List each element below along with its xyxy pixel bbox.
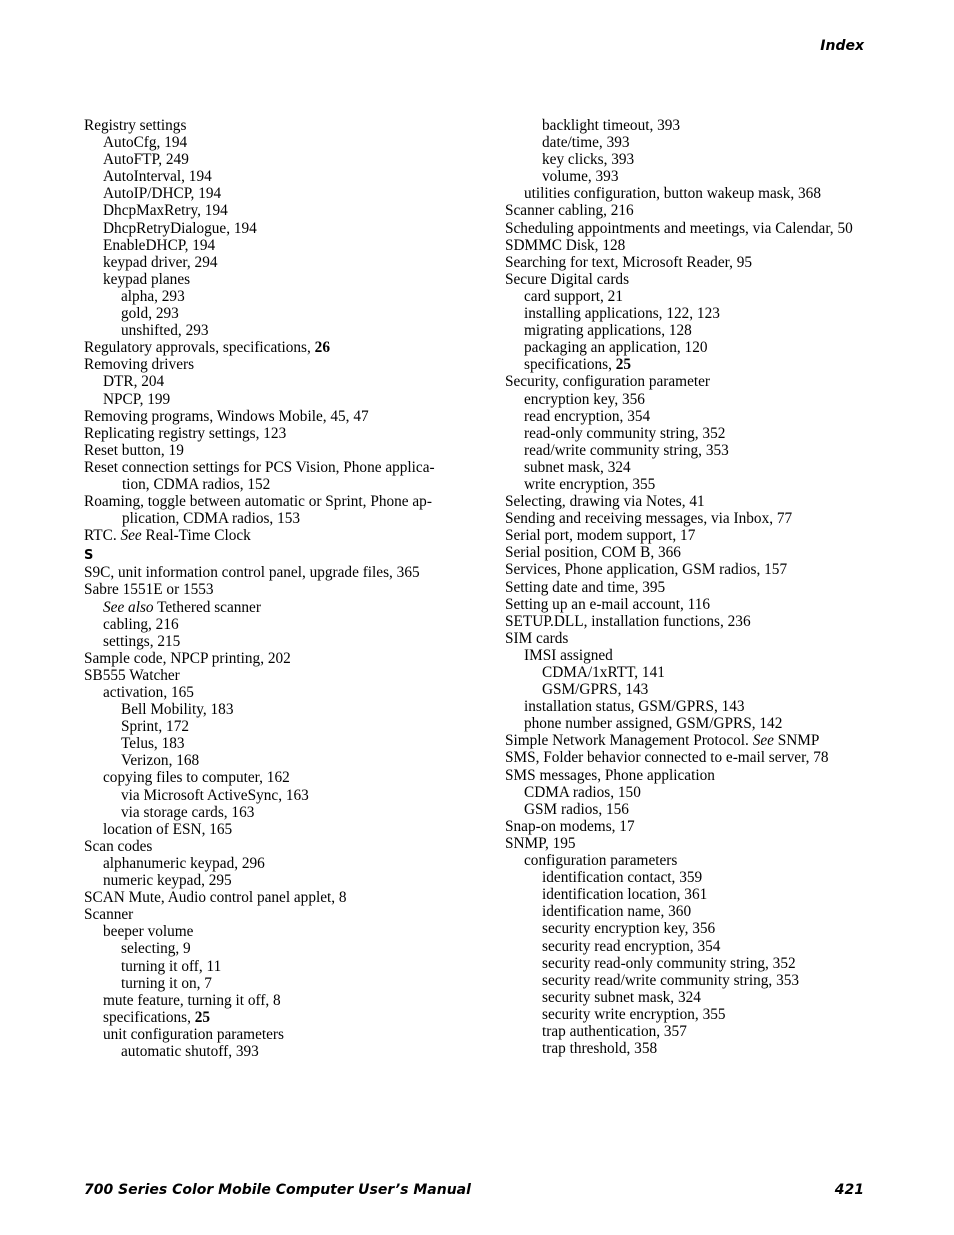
index-entry: Sabre 1551E or 1553 <box>84 581 214 599</box>
index-entry: Regulatory approvals, specifications, 26 <box>84 339 330 357</box>
index-entry: identification location, 361 <box>542 886 708 904</box>
index-entry: settings, 215 <box>103 632 181 650</box>
index-entry: keypad planes <box>103 270 191 288</box>
index-entry: GSM radios, 156 <box>524 800 629 818</box>
index-entry: specifications, 25 <box>103 1008 211 1026</box>
index-entry: Scanner <box>84 906 134 924</box>
index-entry: automatic shutoff, 393 <box>121 1042 259 1060</box>
index-entry: date/time, 393 <box>542 134 630 152</box>
index-entry: activation, 165 <box>103 684 194 701</box>
index-entry: installation status, GSM/GPRS, 143 <box>524 698 745 716</box>
index-entry: Sprint, 172 <box>121 718 189 736</box>
index-entry: Services, Phone application, GSM radios, 157 <box>505 561 788 579</box>
index-entry: security subnet mask, 324 <box>542 988 701 1006</box>
index-entry: AutoCfg, 194 <box>103 134 188 152</box>
index-entry: selecting, 9 <box>121 940 191 958</box>
index-entry: beeper volume <box>103 923 194 941</box>
index-entry: Serial position, COM B, 366 <box>505 544 681 562</box>
index-entry: SCAN Mute, Audio control panel applet, 8 <box>84 889 347 907</box>
index-entry: Bell Mobility, 183 <box>121 701 234 719</box>
index-entry: DhcpMaxRetry, 194 <box>103 202 228 220</box>
index-entry: Simple Network Management Protocol. See SNMP <box>505 732 820 750</box>
see-reference: See <box>120 527 142 545</box>
index-entry: Serial port, modem support, 17 <box>505 527 696 545</box>
index-entry: SDMMC Disk, 128 <box>505 236 626 254</box>
index-entry: Roaming, toggle between automatic or Sprint, Phone ap-plication, CDMA radios, 153 <box>84 493 432 528</box>
index-entry: Setting date and time, 395 <box>505 578 666 596</box>
index-entry: RTC. See Real-Time Clock <box>84 527 251 545</box>
index-entry: SETUP.DLL, installation functions, 236 <box>505 612 751 630</box>
index-entry: Replicating registry settings, 123 <box>84 424 287 442</box>
index-entry: identification contact, 359 <box>542 869 703 887</box>
index-entry: gold, 293 <box>121 305 179 323</box>
index-entry: cabling, 216 <box>103 615 179 633</box>
index-column-right <box>505 117 865 1057</box>
index-entry: DhcpRetryDialogue, 194 <box>103 219 257 237</box>
index-entry: phone number assigned, GSM/GPRS, 142 <box>524 715 783 733</box>
running-header-section: Index <box>820 38 864 54</box>
index-entry: SMS messages, Phone application <box>505 766 715 784</box>
index-entry: location of ESN, 165 <box>103 820 233 838</box>
index-entry: encryption key, 356 <box>524 390 645 408</box>
index-entry: CDMA/1xRTT, 141 <box>542 664 665 681</box>
index-letter-heading: S <box>84 548 94 564</box>
index-entry: SNMP, 195 <box>505 834 576 852</box>
index-entry: write encryption, 355 <box>524 475 656 493</box>
index-entry: DTR, 204 <box>103 373 165 391</box>
index-entry: via Microsoft ActiveSync, 163 <box>121 786 309 804</box>
index-entry: Reset button, 19 <box>84 441 184 459</box>
index-entry: unit configuration parameters <box>103 1025 284 1043</box>
see-reference: See <box>752 732 774 750</box>
index-entry: key clicks, 393 <box>542 151 635 169</box>
index-entry: identification name, 360 <box>542 903 692 921</box>
index-entry: trap authentication, 357 <box>542 1022 687 1040</box>
index-entry: installing applications, 122, 123 <box>524 305 720 323</box>
index-entry: packaging an application, 120 <box>524 339 708 357</box>
index-entry: Setting up an e-mail account, 116 <box>505 595 711 613</box>
index-entry: read/write community string, 353 <box>524 441 729 459</box>
index-entry: subnet mask, 324 <box>524 458 631 476</box>
index-entry: via storage cards, 163 <box>121 803 255 821</box>
index-entry: migrating applications, 128 <box>524 322 692 340</box>
index-entry: SIM cards <box>505 629 569 647</box>
index-entry: security read/write community string, 353 <box>542 971 800 989</box>
index-entry: read-only community string, 352 <box>524 424 726 442</box>
index-entry: AutoIP/DHCP, 194 <box>103 185 222 203</box>
index-entry: copying files to computer, 162 <box>103 769 290 787</box>
index-entry: keypad driver, 294 <box>103 253 218 271</box>
index-entry: mute feature, turning it off, 8 <box>103 991 281 1009</box>
index-entry: security read encryption, 354 <box>542 937 721 955</box>
index-entry: S9C, unit information control panel, upgrade files, 365 <box>84 564 420 582</box>
see-reference: See also <box>103 598 154 616</box>
index-entry: numeric keypad, 295 <box>103 872 232 890</box>
primary-page-ref: 25 <box>194 1008 211 1026</box>
index-entry: AutoInterval, 194 <box>103 168 212 186</box>
index-entry: Selecting, drawing via Notes, 41 <box>505 493 705 511</box>
index-entry: configuration parameters <box>524 852 678 870</box>
index-entry: GSM/GPRS, 143 <box>542 681 649 699</box>
index-entry: Sample code, NPCP printing, 202 <box>84 649 291 667</box>
index-entry: IMSI assigned <box>524 646 613 664</box>
index-entry: Secure Digital cards <box>505 270 630 288</box>
index-entry: Scanner cabling, 216 <box>505 202 634 220</box>
index-entry: Scan codes <box>84 837 153 855</box>
primary-page-ref: 25 <box>615 356 632 374</box>
index-entry: turning it off, 11 <box>121 957 222 975</box>
index-entry: See also Tethered scanner <box>103 598 261 616</box>
footer-manual-title: 700 Series Color Mobile Computer User’s Manual <box>84 1182 471 1198</box>
index-entry: AutoFTP, 249 <box>103 151 189 169</box>
index-entry: volume, 393 <box>542 168 619 186</box>
index-entry: NPCP, 199 <box>103 390 171 408</box>
index-entry: card support, 21 <box>524 287 623 305</box>
index-entry: read encryption, 354 <box>524 407 651 425</box>
index-entry: security encryption key, 356 <box>542 920 716 938</box>
index-entry: SMS, Folder behavior connected to e-mail server, 78 <box>505 749 829 767</box>
index-entry: Registry settings <box>84 117 187 134</box>
index-entry: Verizon, 168 <box>121 752 200 770</box>
footer-page-number: 421 <box>834 1182 864 1198</box>
index-entry: Telus, 183 <box>121 735 185 753</box>
index-entry: Searching for text, Microsoft Reader, 95 <box>505 253 753 271</box>
index-entry: turning it on, 7 <box>121 974 212 992</box>
index-entry: Security, configuration parameter <box>505 373 711 391</box>
index-entry: Removing drivers <box>84 356 195 374</box>
index-entry: Reset connection settings for PCS Vision, Phone applica-tion, CDMA radios, 152 <box>84 458 435 493</box>
index-entry: Scheduling appointments and meetings, via Calendar, 50 <box>505 219 853 237</box>
index-column-left <box>84 117 440 1060</box>
index-entry: backlight timeout, 393 <box>542 117 681 134</box>
index-entry: trap threshold, 358 <box>542 1040 658 1058</box>
index-entry: Snap-on modems, 17 <box>505 817 635 835</box>
index-entry: Removing programs, Windows Mobile, 45, 47 <box>84 407 369 425</box>
index-entry: unshifted, 293 <box>121 322 209 340</box>
index-entry: EnableDHCP, 194 <box>103 236 216 254</box>
index-entry: Sending and receiving messages, via Inbox, 77 <box>505 510 793 528</box>
index-entry: utilities configuration, button wakeup mask, 368 <box>524 185 821 203</box>
index-entry: security read-only community string, 352 <box>542 954 796 972</box>
index-entry: CDMA radios, 150 <box>524 783 641 801</box>
index-entry: alpha, 293 <box>121 287 185 305</box>
index-entry: specifications, 25 <box>524 356 632 374</box>
primary-page-ref: 26 <box>314 339 330 357</box>
index-entry: alphanumeric keypad, 296 <box>103 854 265 872</box>
index-entry: security write encryption, 355 <box>542 1005 726 1023</box>
index-entry: SB555 Watcher <box>84 666 180 684</box>
